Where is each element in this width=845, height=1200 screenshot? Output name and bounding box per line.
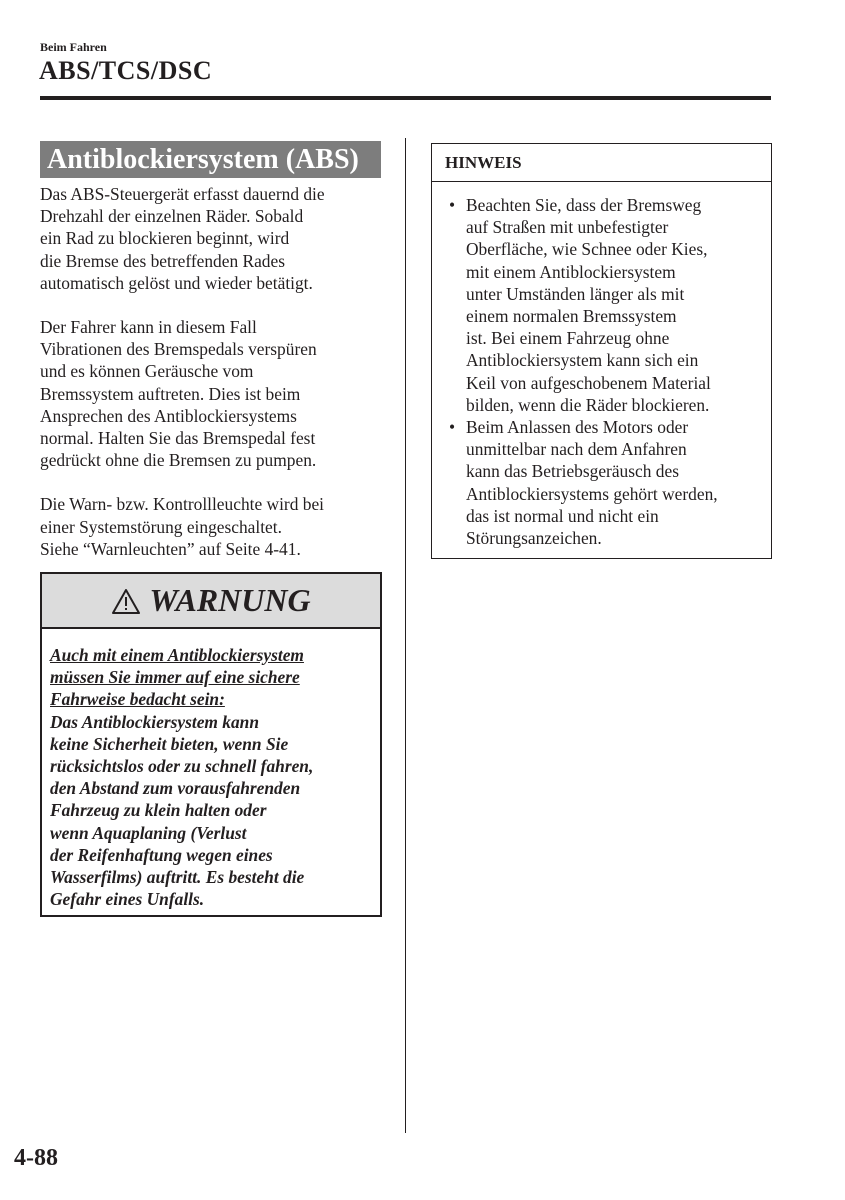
note-box <box>431 143 772 559</box>
bullet: • <box>449 195 456 215</box>
warning-text-line: keine Sicherheit bieten, wenn Sie <box>50 733 289 754</box>
chapter-title: ABS/TCS/DSC <box>39 56 213 85</box>
note-line: ist. Bei einem Fahrzeug ohne <box>466 328 670 349</box>
note-header: HINWEIS <box>432 144 771 182</box>
note-line: unter Umständen länger als mit <box>466 283 685 304</box>
text-line: ein Rad zu blockieren beginnt, wird <box>40 228 290 249</box>
warning-lead-line: müssen Sie immer auf eine sichere <box>50 667 300 688</box>
body-text <box>40 183 390 582</box>
note-line: bilden, wenn die Räder blockieren. <box>466 394 710 415</box>
text-line: Der Fahrer kann in diesem Fall <box>40 317 257 338</box>
warning-text-line: den Abstand zum vorausfahrenden <box>50 778 301 799</box>
note-item <box>432 416 771 549</box>
text-line: Drehzahl der einzelnen Räder. Sobald <box>40 206 304 227</box>
bullet: • <box>449 417 456 438</box>
warning-body <box>42 629 380 910</box>
section-heading: Antiblockiersystem (ABS) <box>40 141 381 178</box>
text-line: und es können Geräusche vom <box>40 361 254 382</box>
text-line: Ansprechen des Antiblockiersystems <box>40 405 297 426</box>
note-line: Störungsanzeichen. <box>466 528 602 549</box>
warning-lead-line: Auch mit einem Antiblockiersystem <box>50 645 304 665</box>
note-line: auf Straßen mit unbefestigter <box>466 217 669 238</box>
warning-text-line: Fahrzeug zu klein halten oder <box>50 800 267 821</box>
warning-text-line: der Reifenhaftung wegen eines <box>50 844 273 865</box>
note-line: kann das Betriebsgeräusch des <box>466 461 679 482</box>
note-line: einem normalen Bremssystem <box>466 306 677 327</box>
text-line: die Bremse des betreffenden Rades <box>40 250 285 271</box>
header-rule <box>40 96 771 100</box>
note-list <box>432 182 771 549</box>
text-line: Siehe “Warnleuchten” auf Seite 4-41. <box>40 538 301 559</box>
warning-text-line: rücksichtslos oder zu schnell fahren, <box>50 756 314 777</box>
note-item <box>432 194 771 416</box>
note-line: das ist normal und nicht ein <box>466 505 659 526</box>
paragraph-warning-light <box>40 493 390 560</box>
warning-header <box>42 574 380 629</box>
paragraph-vibration <box>40 316 390 471</box>
text-line: Das ABS-Steuergerät erfasst dauernd die <box>40 184 325 204</box>
warning-text-line: wenn Aquaplaning (Verlust <box>50 822 247 843</box>
warning-text-line: Das Antiblockiersystem kann <box>50 711 260 732</box>
note-line: unmittelbar nach dem Anfahren <box>466 439 687 460</box>
note-line: Antiblockiersystem kann sich ein <box>466 350 699 371</box>
text-line: gedrückt ohne die Bremsen zu pumpen. <box>40 450 317 471</box>
warning-triangle-icon <box>111 588 141 615</box>
text-line: automatisch gelöst und wieder betätigt. <box>40 272 313 293</box>
note-line: Keil von aufgeschobenem Material <box>466 372 711 393</box>
note-line: Beim Anlassen des Motors oder <box>466 417 689 438</box>
note-line: Beachten Sie, dass der Bremsweg <box>466 195 702 215</box>
column-divider <box>405 138 406 1133</box>
note-line: mit einem Antiblockiersystem <box>466 261 676 282</box>
text-line: einer Systemstörung eingeschaltet. <box>40 516 282 537</box>
text-line: Vibrationen des Bremspedals verspüren <box>40 339 317 360</box>
text-line: Bremssystem auftreten. Dies ist beim <box>40 383 301 404</box>
warning-text-line: Gefahr eines Unfalls. <box>50 889 205 910</box>
warning-box <box>40 572 382 917</box>
paragraph-abs-function <box>40 183 390 294</box>
page-number: 4-88 <box>14 1145 58 1171</box>
note-line: Oberfläche, wie Schnee oder Kies, <box>466 239 708 260</box>
section-label: Beim Fahren <box>40 40 107 54</box>
note-line: Antiblockiersystems gehört werden, <box>466 483 718 504</box>
warning-title: WARNUNG <box>149 582 311 618</box>
warning-lead-line: Fahrweise bedacht sein: <box>50 689 225 710</box>
text-line: Die Warn- bzw. Kontrollleuchte wird bei <box>40 494 325 515</box>
warning-text-line: Wasserfilms) auftritt. Es besteht die <box>50 867 305 888</box>
text-line: normal. Halten Sie das Bremspedal fest <box>40 428 316 449</box>
